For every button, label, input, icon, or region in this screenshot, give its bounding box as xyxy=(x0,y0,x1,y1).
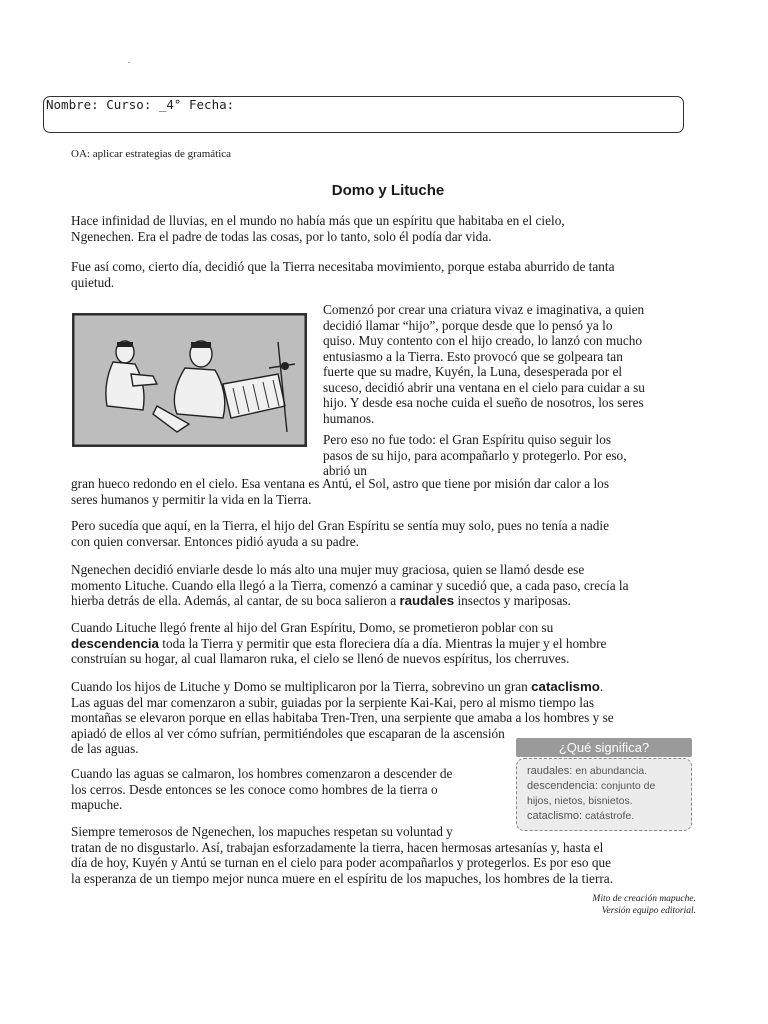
paragraph-7: Cuando Lituche llegó frente al hijo del Gran Espíritu, Domo, se prometieron poblar con su descendencia toda la Tierra y permitir que esta floreciera día a día. Mientras la mujer y el hombre construían su hogar, al cual llamaron ruka, el cielo se llenó de nuevos espíritus, los cherruves. xyxy=(71,620,607,666)
paragraph-1: Hace infinidad de lluvias, en el mundo no había más que un espíritu que habitaba en el cielo, Ngenechen. Era el padre de todas las cosas, por lo tanto, solo él podía dar vida. xyxy=(71,213,565,244)
glossary-title: ¿Qué significa? xyxy=(516,738,692,757)
paragraph-4-part-2: gran hueco redondo en el cielo. Esa ventana es Antú, el Sol, astro que tiene por misión dar calor a los seres humanos y permitir la vida en la Tierra. xyxy=(71,476,609,507)
mapuche-weaving-illustration xyxy=(72,313,307,447)
weaving-figures-image xyxy=(73,314,306,446)
term-cataclismo: cataclismo xyxy=(531,679,600,694)
glossary-entry-descendencia: descendencia: conjunto de hijos, nietos, bisnietos. xyxy=(527,780,656,807)
paragraph-2: Fue así como, cierto día, decidió que la Tierra necesitaba movimiento, porque estaba aburrido de tanta quietud. xyxy=(71,259,615,290)
paragraph-6: Ngenechen decidió enviarle desde lo más alto una mujer muy graciosa, quien se llamó desde ese momento Lituche. Cuando ella llegó a la Tierra, comenzó a caminar y sucedió que, a cada paso, crecía la hierba detrás de ella. Además, al cantar, de su boca salieron a raudales insectos y mariposas. xyxy=(71,562,629,608)
paragraph-4-part-1: Pero eso no fue todo: el Gran Espíritu quiso seguir los pasos de su hijo, para acompañarlo y protegerlo. Por eso, abrió un xyxy=(323,432,627,478)
paragraph-5: Pero sucedía que aquí, en la Tierra, el hijo del Gran Espíritu se sentía muy solo, pues no tenía a nadie con quien conversar. Entonces pidió ayuda a su padre. xyxy=(71,518,610,549)
learning-objective: OA: aplicar estrategias de gramática xyxy=(71,148,232,160)
glossary-box xyxy=(516,758,692,831)
student-info-box[interactable] xyxy=(43,96,684,133)
paragraph-9: Cuando las aguas se calmaron, los hombres comenzaron a descender de los cerros. Desde entonces se les conoce como hombres de la tierra o mapuche. xyxy=(71,766,453,812)
glossary-entry-cataclismo: cataclismo: catástrofe. xyxy=(527,810,635,822)
term-raudales: raudales xyxy=(399,593,455,608)
paragraph-3: Comenzó por crear una criatura vivaz e imaginativa, a quien decidió llamar “hijo”, porque desde que lo pensó ya lo quiso. Muy contento con el hijo creado, lo lanzó con mucho entusiasmo a la Tierra. Esto provocó que se golpeara tan fuerte que su madre, Kuyén, la Luna, desesperada por el suceso, decidió abrir una ventana en el cielo para cuidar a su hijo. Y desde esa noche cuida el sueño de nosotros, los seres humanos. xyxy=(323,302,645,426)
stray-mark: . xyxy=(128,56,130,65)
story-title: Domo y Lituche xyxy=(331,182,445,199)
paragraph-8: Cuando los hijos de Lituche y Domo se multiplicaron por la Tierra, sobrevino un gran cataclismo. Las aguas del mar comenzaron a subir, guiadas por la serpiente Kai-Kai, pero al mismo tiempo las montañas se elevaron porque en ellas habitaba Tren-Tren, una serpiente que amaba a los hombres y se apiadó de ellos al ver cómo sufrían, permitiéndoles que escaparan de la ascensión de las aguas. xyxy=(71,679,614,756)
glossary-entry-raudales: raudales: en abundancia. xyxy=(527,765,648,777)
paragraph-10: Siempre temerosos de Ngenechen, los mapuches respetan su voluntad y tratan de no disgustarlo. Así, trabajan esforzadamente la tierra, hacen hermosas artesanías y, hasta el día de hoy, Kuyén y Antú se turnan en el cielo para poder acompañarlos y protegerlos. Es por eso que la esperanza de un tiempo mejor nunca muere en el espíritu de los mapuches, los hombres de la tierra. xyxy=(71,824,614,886)
term-descendencia: descendencia xyxy=(71,635,159,651)
student-info-line: Nombre: Curso: _4° Fecha: xyxy=(46,97,235,112)
source-credit: Mito de creación mapuche. Versión equipo editorial. xyxy=(592,894,696,916)
